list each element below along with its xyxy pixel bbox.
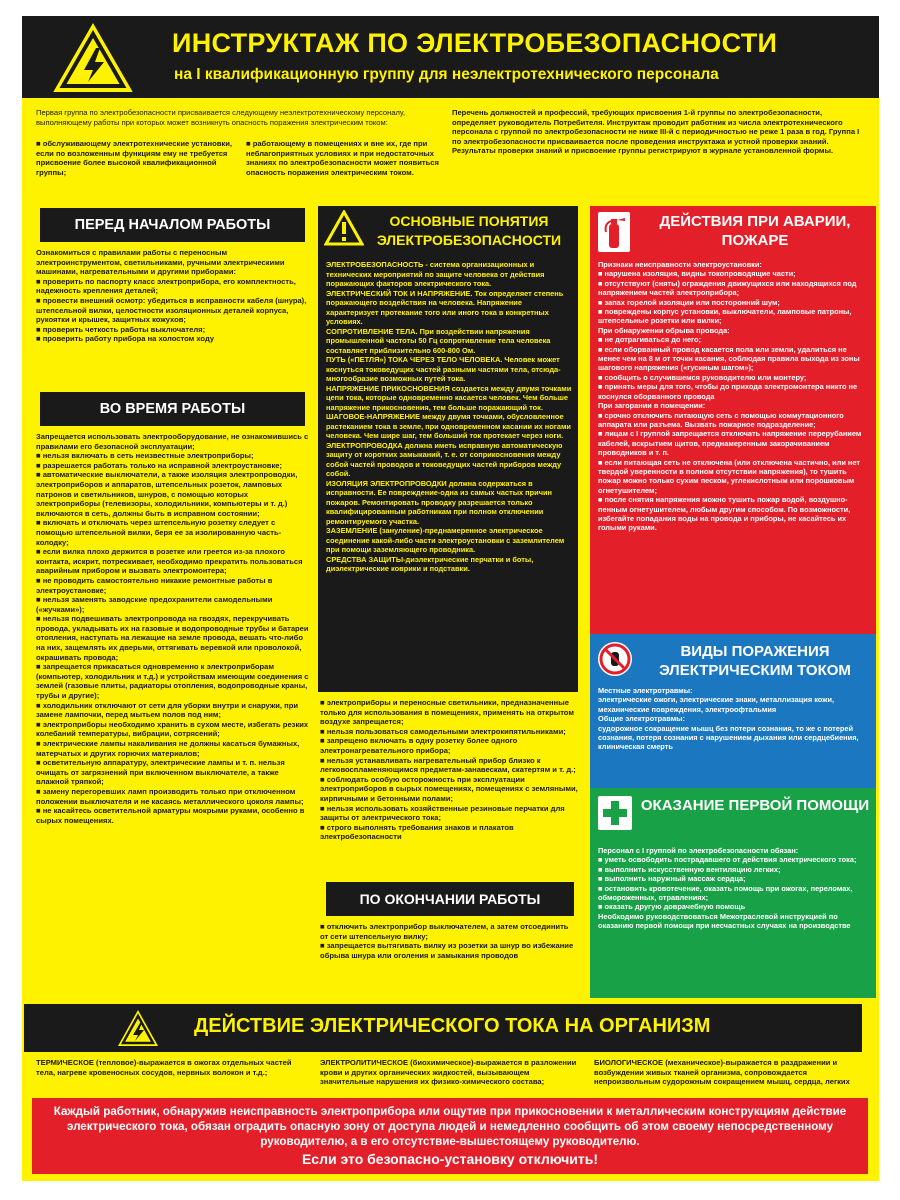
section-first-aid-title: ОКАЗАНИЕ ПЕРВОЙ ПОМОЩИ [640,797,870,814]
section-before-work-text: Ознакомиться с правилами работы с переносным электроинструментом, светильниками, ручными электрическими машинами, нагревательными и другими приборами: ■ проверить по паспорту класс электроприбора, его комплектность, надежность крепления деталей; ■ провести внешний осмотр: убедиться в исправности кабеля (шнура), штепсельной вилки, целостности изоляционных деталей корпуса, рукоятки и крышек, защитных кожухов; ■ проверить четкость работы выключателя; ■ проверить работу прибора на холостом ходу [36,248,307,344]
high-voltage-warning-icon [52,22,134,94]
section-concepts-extra: ■ электроприборы и переносные светильники, предназначенные только для использования в помещениях, применять на открытом воздухе запрещается; ■ нельзя пользоваться самодельными электрокипятильниками; ■ запрещено включать в одну розетку более одного электронагревательного прибора; ■ нельзя устанавливать нагревательный прибор близко к легковоспламеняющимся предметам-занавескам, скатертям и т. д.; ■ соблюдать особую осторожность при эксплуатации электроприборов в сырых помещениях, помещениях с земляными, кирпичными и бетонными полами; ■ нельзя использовать хозяйственные резиновые перчатки для защиты от электрического тока; ■ строго выполнять требования знаков и плакатов электробезопасности [320,698,578,842]
section-during-work-text: Запрещается использовать электрооборудование, не ознакомившись с правилами его безопасной эксплуатации; ■ нельзя включать в сеть неизвестные электроприборы; ■ разрешается работать только на исправной электроустановке; ■ автоматические выключатели, а также изоляция электропроводки, электроприборов и аппаратов, штепсельных розеток, ламповых патронов и светильников, шнуров, с помощью которых электроприборы (телевизоры, холодильники, компьютеры и т. д.) включаются в сеть, должны быть в исправном состоянии; ■ включать и отключать через штепсельную розетку следует с помощью штепсельной вилки, беря ее за изолированную часть-колодку; ■ если вилка плохо держится в розетке или греется из-за плохого контакта, искрит, потрескивает, необходимо прекратить пользоваться аварийным прибором и вызвать электромонтера; ■ не проводить самостоятельно никакие ремонтные работы в электроустановке; ■ нельзя заменять заводские предохранители самодельными («жучками»); ■ нельзя подвешивать электропровода на гвоздях, перекручивать провода, укладывать их на газовые и водопроводные трубы и батареи отопления, наступать на лежащие на земле провода, вешать что-либо на них, защемлять их дверьми, оттягивать веревкой или проволокой, окрашивать провода; ■ запрещается прикасаться одновременно к электроприборам (компьютер, холодильник и т.д.) и устройствам имеющим соединения с землей (газовые плиты, радиаторы отопления, водопроводные краны, трубы и другие); ■ холодильник отключают от сети для уборки внутри и снаружи, при замене лампочки, перед мытьем полов под ним; ■ электроприборы необходимо хранить в сухом месте, избегать резких колебаний температуры, вибрации, сотрясений; ■ электрические лампы накаливания не должны касаться бумажных, матерчатых и других горючих материалов; ■ осветительную аппаратуру, электрические лампы и т. п. нельзя очищать от загрязнений при включенном выключателе, а также влажной тряпкой; ■ замену перегоревших ламп производить только при отключенном положении выключателя и не касаясь металлического цоколя лампы; ■ не касайтесь осветительной арматуры мокрыми руками, особенно в сырых помещениях. [36,432,309,825]
intro-right: Перечень должностей и профессий, требующих присвоения 1-й группы по электробезопасности, определяет руководитель Потребителя. Инструктаж проводит работник из числа электротехнического персонала с группой по электробезопасности не ниже III-й с периодичностью не реже 1 раза в год. Группа I по электробезопасности присваивается после проведения инструктажа и устной проверки знаний. Результаты проверки знаний и присвоение группы регистрируют в журнале установленной формы. [452,108,860,156]
safety-poster [22,16,879,1181]
section-concepts-title: ОСНОВНЫЕ ПОНЯТИЯ ЭЛЕКТРОБЕЗОПАСНОСТИ [376,213,562,248]
intro-item-2: ■ работающему в помещениях и вне их, где при неблагоприятных условиях и при недостаточных знаниях по электробезопасности может появиться опасность поражения электрическим током. [246,139,439,177]
section-first-aid [590,788,876,998]
fire-extinguisher-icon [598,212,630,252]
effect-electrolytic: ЭЛЕКТРОЛИТИЧЕСКОЕ (биохимическое)-выражается в разложении крови и других органических жидкостей, вызывающем значительные нарушения их физико-химического состава; [320,1058,577,1087]
section-effects-bar [24,1004,862,1052]
section-emergency-title: ДЕЙСТВИЯ ПРИ АВАРИИ, ПОЖАРЕ [659,213,851,249]
warning-text: Каждый работник, обнаружив неисправность электроприбора или ощутив при прикосновении к металлическим конструкциям действие электрического тока, обязан оградить опасную зону от доступа людей и немедленно сообщить об этом своему непосредственному руководителю, а в его отсутствие-вышестоящему руководителю. [53,1105,847,1148]
section-after-work-text: ■ отключить электроприбор выключателем, а затем отсоединить от сети штепсельную вилку; ■ запрещается вытягивать вилку из розетки за шнур во избежание обрыва шнура или оголения и замыкания проводов [320,922,574,960]
effect-thermal: ТЕРМИЧЕСКОЕ (тепловое)-выражается в ожогах отдельных частей тела, нагреве кровеносных сосудов, нервных волокон и т.д.; [36,1058,292,1077]
warning-final: Если это безопасно-установку отключить! [301,1151,599,1167]
first-aid-cross-icon [598,796,632,830]
intro-lead: Первая группа по электробезопасности присваивается следующему неэлектротехническому персоналу, выполняющему работы при которых может возникнуть опасность поражения электрическим током: [36,108,406,127]
high-voltage-warning-icon-small [116,1008,160,1048]
section-injury-text: Местные электротравмы: электрические ожоги, электрические знаки, металлизация кожи, механические повреждения, электроофтальмия Общие электротравмы: судорожное сокращение мышц без потери сознания, то же с потерей сознания, потеря сознания с нарушением дыхания или сердцебиения, клиническая смерть [598,686,859,752]
no-touch-icon [598,642,632,676]
section-emergency [590,206,876,644]
section-during-work-title: ВО ВРЕМЯ РАБОТЫ [40,392,305,426]
poster-header [22,16,879,98]
section-before-work-title: ПЕРЕД НАЧАЛОМ РАБОТЫ [40,208,305,242]
section-concepts-text: ЭЛЕКТРОБЕЗОПАСНОСТЬ - система организационных и технических мероприятий по защите человека от действия поражающих факторов электрического тока. ЭЛЕКТРИЧЕСКИЙ ТОК И НАПРЯЖЕНИЕ. Ток определяет степень поражающего воздействия на человека. Напряжение характеризует протекание того или иного тока в конкретных условиях. СОПРОТИВЛЕНИЕ ТЕЛА. При воздействии напряжения промышленной частоты 50 Гц сопротивление тела человека составляет приблизительно 600-800 Ом. ПУТЬ («ПЕТЛЯ») ТОКА ЧЕРЕЗ ТЕЛО ЧЕЛОВЕКА. Человек может коснуться токоведущих частей разными частями тела, отсюда-многообразие возможных путей тока. НАПРЯЖЕНИЕ ПРИКОСНОВЕНИЯ создается между двумя точками цепи тока, которые одновременно касается человек. Чем больше напряжение прикосновения, тем больше поражающий ток. ШАГОВОЕ-НАПРЯЖЕНИЕ между двумя точками, обусловленное растеканием тока в земле, при одновременном касании их ногами человека. Чем шире шаг, тем больший ток протекает через ноги. ЭЛЕКТРОПРОВОДКА должна иметь исправную автоматическую защиту от коротких замыканий, т. е. от соприкосновения между собой частей проводов и токоведущих частей приборов между собой. ИЗОЛЯЦИЯ ЭЛЕКТРОПРОВОДКИ должна содержаться в исправности. Ее повреждение-одна из самых частых причин пожаров. Ремонтировать проводку разрешается только квалифицированным работникам при полном отключении ремонтируемого участка. ЗАЗЕМЛЕНИЕ (зануление)-преднамеренное электрическое соединение какой-либо части электроустановки с заземлителем при помощи заземляющего проводника. СРЕДСТВА ЗАЩИТЫ-диэлектрические перчатки и боты, диэлектрические коврики и подставки. [326,260,572,573]
effect-biological: БИОЛОГИЧЕСКОЕ (механическое)-выражается в раздражении и возбуждении живых тканей организма, сопровождается непроизвольным судорожным сокращением мышц, сердца, легких [594,1058,850,1087]
section-injury-types [590,634,876,794]
section-first-aid-text: Персонал с I группой по электробезопасности обязан: ■ уметь освободить пострадавшего от действия электрического тока; ■ выполнить искусственную вентиляцию легких; ■ выполнить наружный массаж сердца; ■ остановить кровотечение, оказать помощь при ожогах, переломах, обмороженных, отравлениях; ■ оказать другую доврачебную помощь Необходимо руководствоваться Межотраслевой инструкцией по оказанию первой помощи при несчастных случаях на производстве [598,846,857,931]
warning-triangle-icon [324,210,364,246]
section-emergency-text: Признаки неисправности электроустановки: ■ нарушена изоляция, видны токопроводящие части; ■ отсутствуют (сняты) ограждения движущихся или находящихся под напряжением частей электроприбора; ■ запах горелой изоляции или посторонний шум; ■ повреждены корпус установки, выключатели, ламповые патроны, штепсельные розетки или вилки; При обнаружении обрыва провода: ■ не дотрагиваться до него; ■ если оборванный провод касается пола или земли, удалиться не менее чем на 8 м от точки касания, соблюдая правила выхода из зоны шагового напряжения («гусиным шагом»); ■ сообщить о случившемся руководителю или монтеру; ■ принять меры для того, чтобы до прихода электромонтера никто не коснулся оборванного провода При загорании в помещении: ■ срочно отключить питающую сеть с помощью коммутационного аппарата или разъема. Вызвать пожарное подразделение; ■ лицам с I группой запрещается отключать напряжение перерубанием кабелей, вскрытием щитов, преднамеренным закорачиванием проводников и т. п. ■ если питающая сеть не отключена (или отключена частично, или нет твердой уверенности в полном отсутствии напряжения), то тушить пожар можно только сухим песком, углекислотным или порошковым огнетушителем; ■ после снятия напряжения можно тушить пожар водой, воздушно-пенным огнетушителем, любым другим способом. По возможности, избегайте попадания воды на провода и приборы, не касайтесь их голыми руками. [598,260,862,533]
page-subtitle: на I квалификационную группу для неэлектротехнического персонала [174,66,719,83]
page-title: ИНСТРУКТАЖ ПО ЭЛЕКТРОБЕЗОПАСНОСТИ [172,28,778,58]
intro-item-1: ■ обслуживающему электротехнические установки, если по возложенным функциям ему не требуется присвоение более высокой квалификационной группы; [36,139,233,177]
section-effects-title: ДЕЙСТВИЕ ЭЛЕКТРИЧЕСКОГО ТОКА НА ОРГАНИЗМ [194,1015,711,1037]
section-injury-title: ВИДЫ ПОРАЖЕНИЯ ЭЛЕКТРИЧЕСКИМ ТОКОМ [659,643,851,679]
section-concepts [318,206,578,692]
warning-box [32,1098,868,1174]
section-after-work-title: ПО ОКОНЧАНИИ РАБОТЫ [326,882,574,916]
